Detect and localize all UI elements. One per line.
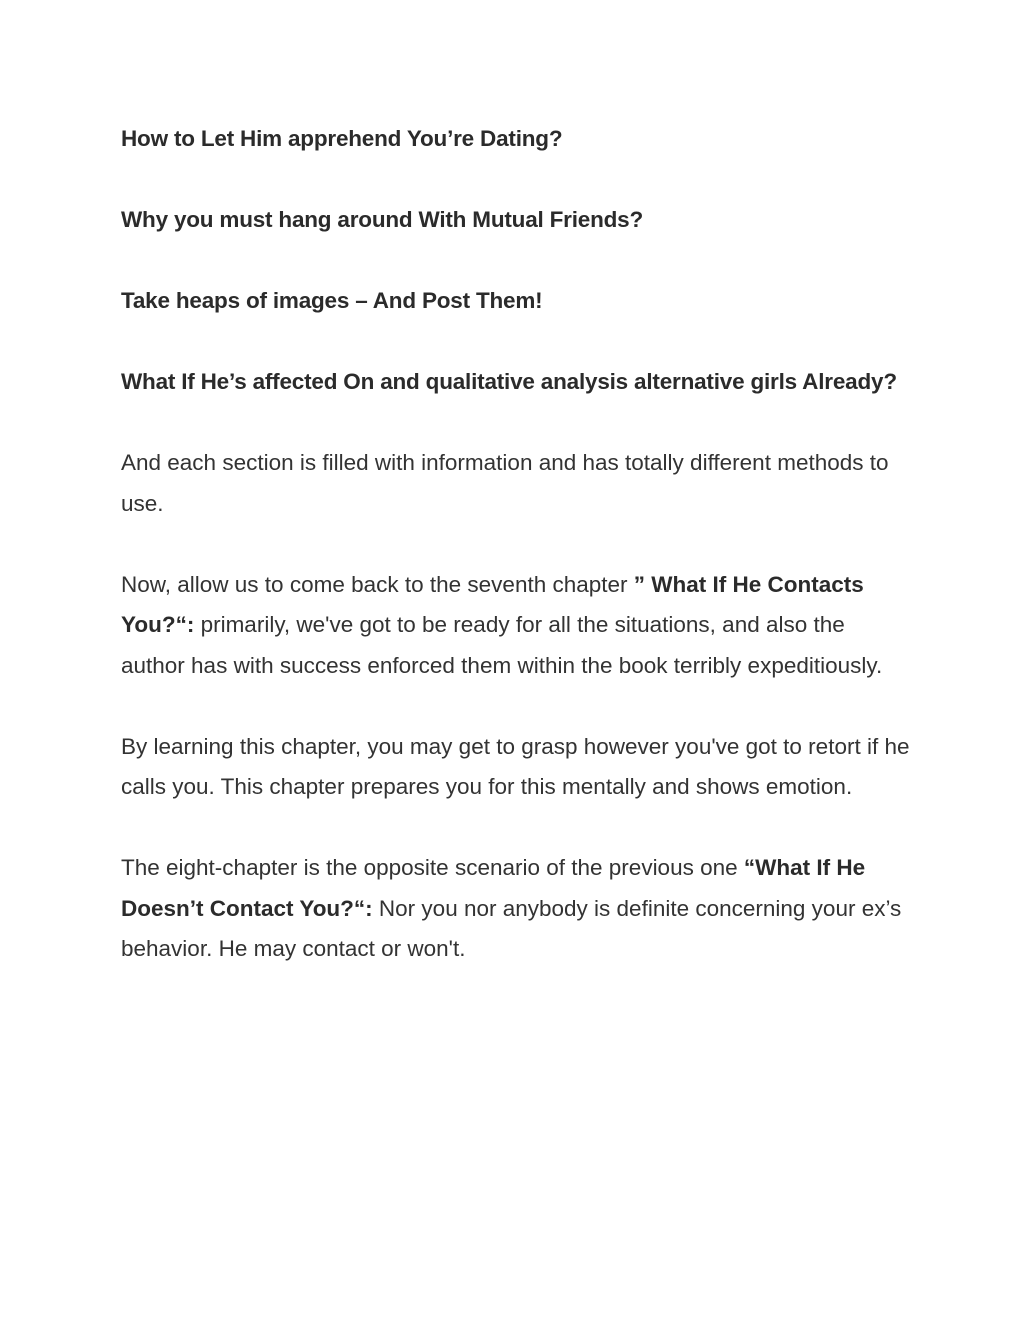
chapter-title-contacts-you: ” What If He Contacts You?“:: [121, 571, 864, 637]
heading-let-him-know: How to Let Him apprehend You’re Dating?: [121, 126, 563, 151]
paragraph-seventh-chapter: [121, 565, 911, 687]
paragraph-seventh-tail: primarily, we've got to be ready for all the situations, and also the author has with success enforced them within the book terribly expeditiously.: [121, 612, 883, 678]
paragraph-learning-chapter: By learning this chapter, you may get to grasp however you've got to retort if he calls you. This chapter prepares you for this mentally and shows emotion.: [121, 733, 910, 799]
heading-take-images: Take heaps of images – And Post Them!: [121, 288, 543, 313]
paragraph-eighth-chapter: [121, 848, 911, 970]
heading-other-girls: What If He’s affected On and qualitative analysis alternative girls Already?: [121, 369, 897, 394]
chapter-title-doesnt-contact: “What If He Doesn’t Contact You?“:: [121, 855, 866, 921]
paragraph-seventh-lead: Now, allow us to come back to the seventh chapter: [121, 571, 634, 597]
paragraph-eighth-lead: The eight-chapter is the opposite scenario of the previous one: [121, 855, 744, 880]
paragraph-eighth-tail: Nor you nor anybody is definite concerning your ex’s behavior. He may contact or won't.: [121, 895, 902, 961]
document-page: [121, 119, 911, 1010]
paragraph-sections: And each section is filled with information and has totally different methods to use.: [121, 450, 889, 516]
heading-mutual-friends: Why you must hang around With Mutual Friends?: [121, 207, 644, 232]
